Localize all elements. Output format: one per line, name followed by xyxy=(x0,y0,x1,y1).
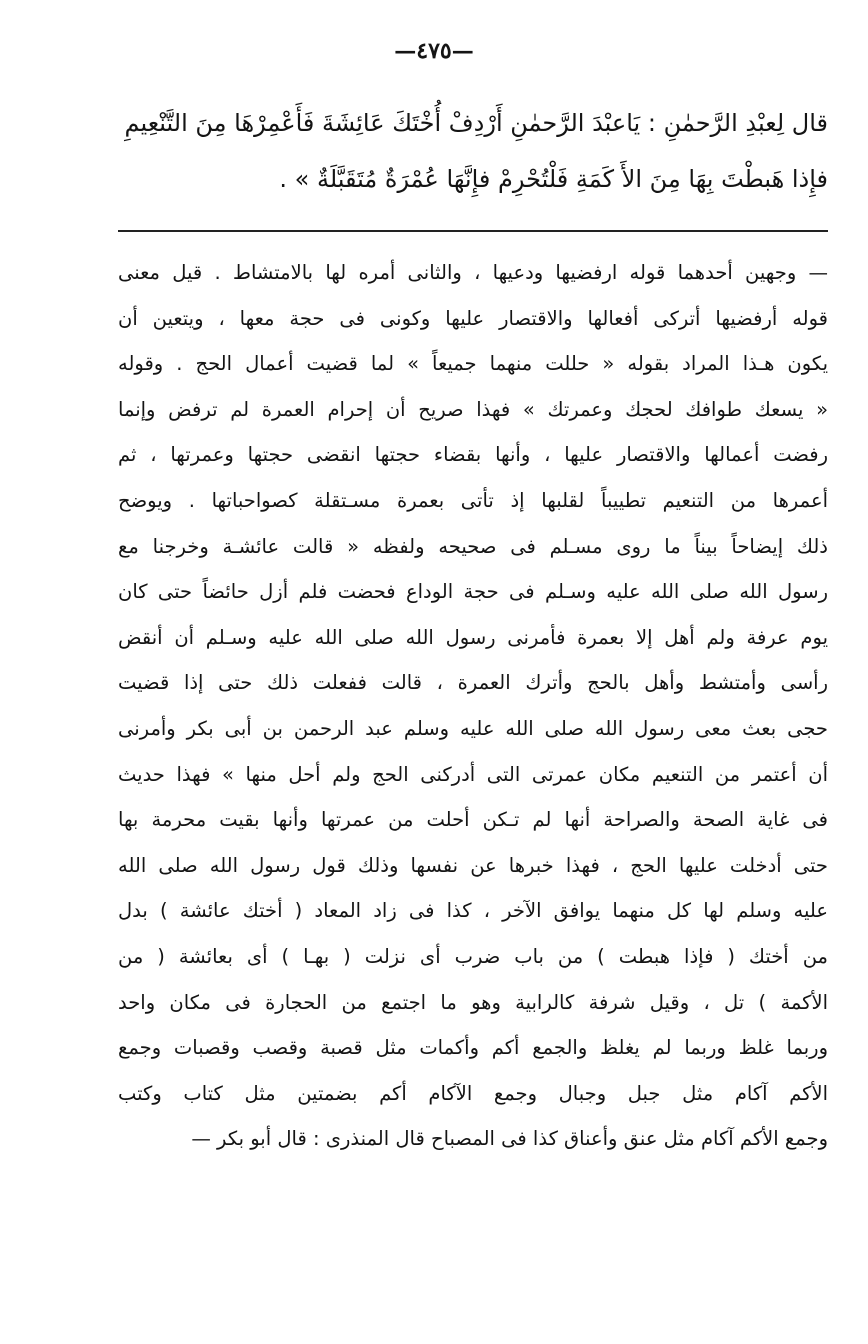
separator-line xyxy=(118,230,828,232)
commentary-line: قوله أرفضيها أتركى أفعالها والاقتصار عليها وكونى فى حجة معها ، ويتعين أن xyxy=(118,306,828,330)
commentary-line: وجمع الأكم آكام مثل عنق وأعناق كذا فى المصباح قال المنذرى : قال أبو بكر — xyxy=(191,1127,828,1151)
commentary-line: رفضت أعمالها والاقتصار عليها ، وأنها بقضاء حجتها انقضى حجتها وعمرتها ، ثم xyxy=(118,443,828,467)
hadith-text xyxy=(112,95,828,207)
commentary-line: « يسعك طوافك لحجك وعمرتك » فهذا صريح أن إحرام العمرة لم ترفض وإنما xyxy=(118,397,828,421)
commentary-line: الأكم آكام مثل جبل وجبال وجمع الآكام أكم بضمتين مثل كتاب وكتب xyxy=(118,1081,828,1105)
commentary-line: يوم عرفة ولم أهل إلا بعمرة فأمرنى رسول الله صلى الله عليه وسـلم أن أنقض xyxy=(118,625,828,649)
commentary-line: حتى أدخلت عليها الحج ، فهذا خبرها عن نفسها وذلك قول رسول الله صلى الله xyxy=(118,853,828,877)
hadith-line: قال لِعبْدِ الرَّحمٰنِ : يَاعبْدَ الرَّحمٰنِ أَرْدِفْ أُخْتَكَ عَائِشَةَ فَأَعْمِرْهَا مِنَ التَّنْعِيمِ xyxy=(124,109,828,137)
commentary-line: من أختك ( فإذا هبطت ) من باب ضرب أى نزلت ( بهـا ) أى بعائشة ( من xyxy=(118,944,828,968)
commentary-line: رأسى وأمتشط وأهل بالحج وأترك العمرة ، قالت ففعلت ذلك حتى إذا قضيت xyxy=(118,671,828,695)
commentary-line: — وجهين أحدهما قوله ارفضيها ودعيها ، والثانى أمره لها بالامتشاط . قيل معنى xyxy=(118,261,828,284)
commentary-line: وربما غلظ وربما لم يغلظ والجمع أكم وأكمات مثل قصبة وقصب وقصبات وجمع xyxy=(118,1036,828,1060)
page-number: —٤٧٥— xyxy=(394,38,474,64)
commentary-line: عليه وسلم لها كل منهما يوافق الآخر ، كذا فى زاد المعاد ( أختك عائشة ) بدل xyxy=(118,899,828,923)
commentary-line: ذلك إيضاحاً بيناً ما روى مسـلم فى صحيحه ولفظه « قالت عائشـة وخرجنا مع xyxy=(118,534,828,558)
commentary-line: رسول الله صلى الله عليه وسـلم فى حجة الوداع فحضت فلم أزل حائضاً حتى كان xyxy=(118,580,828,604)
commentary-line: فى غاية الصحة والصراحة أنها لم تـكن أحلت من عمرتها وأنها بقيت محرمة بها xyxy=(118,808,828,832)
commentary-text xyxy=(118,250,828,1162)
hadith-line: فإِذا هَبطْتَ بِهَا مِنَ الأَ كَمَةِ فَلْتُحْرِمْ فإِنَّهَا عُمْرَةٌ مُتَقَبَّلَةٌ » . xyxy=(279,165,828,193)
commentary-line: أعمرها من التنعيم تطييباً لقلبها إذ تأتى بعمرة مسـتقلة كصواحباتها . ويوضح xyxy=(118,488,828,512)
commentary-line: يكون هـذا المراد بقوله « حللت منهما جميعاً » لما قضيت أعمال الحج . وقوله xyxy=(118,352,828,376)
commentary-line: حجى بعث معى رسول الله صلى الله عليه وسلم عبد الرحمن بن أبى بكر وأمرنى xyxy=(118,716,828,740)
commentary-line: الأكمة ) تل ، وقيل شرفة كالرابية وهو ما اجتمع من الحجارة فى مكان واحد xyxy=(118,990,828,1014)
commentary-line: أن أعتمر من التنعيم مكان عمرتى التى أدركنى الحج ولم أحل منها » فهذا حديث xyxy=(118,762,828,786)
